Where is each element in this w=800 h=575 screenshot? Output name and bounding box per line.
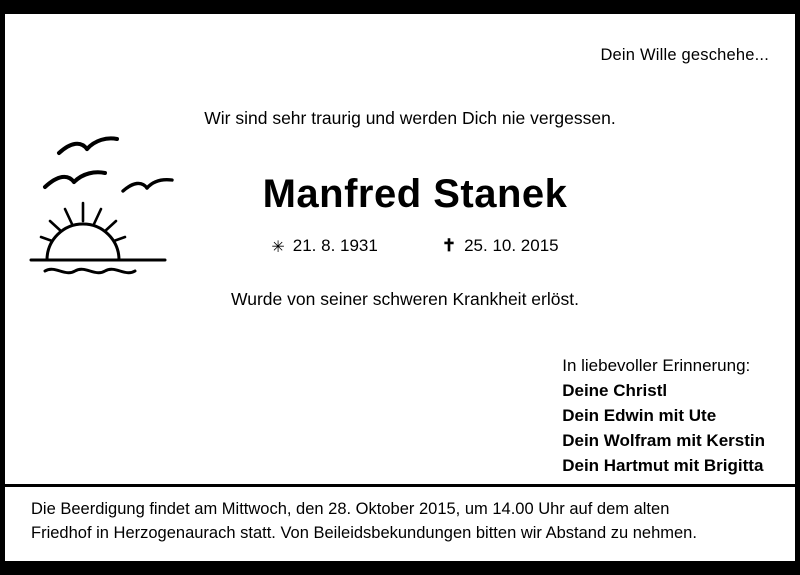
cross-icon: ✝ [441, 236, 457, 255]
mourner-name: Dein Wolfram mit Kerstin [562, 430, 765, 450]
mourners-block [562, 354, 765, 479]
intro-line: Wir sind sehr traurig und werden Dich nie vergessen. [204, 108, 616, 128]
birth-date-text: 21. 8. 1931 [292, 236, 378, 255]
deceased-name: Manfred Stanek [262, 172, 568, 216]
funeral-line-2: Friedhof in Herzogenaurach statt. Von Beileidsbekundungen bitten wir Abstand zu nehmen. [31, 523, 697, 542]
mourner-name: Dein Edwin mit Ute [562, 405, 717, 425]
mourning-heading: In liebevoller Erinnerung: [562, 356, 751, 375]
birth-date [271, 236, 377, 256]
notice-inner [5, 14, 795, 561]
horizontal-divider [0, 484, 800, 487]
mourner-name: Dein Hartmut mit Brigitta [562, 455, 764, 475]
mourner-name: Deine Christl [562, 380, 668, 400]
death-date [442, 236, 559, 256]
death-date-text: 25. 10. 2015 [464, 236, 559, 255]
star-icon: ✳ [271, 239, 285, 256]
funeral-details [31, 498, 771, 546]
motto-text: Dein Wille geschehe... [600, 46, 769, 64]
released-line: Wurde von seiner schweren Krankheit erlöst. [231, 289, 579, 309]
funeral-line-1: Die Beerdigung findet am Mittwoch, den 28. Oktober 2015, um 14.00 Uhr auf dem alten [31, 500, 670, 518]
sunrise-with-birds-illustration [25, 129, 195, 289]
